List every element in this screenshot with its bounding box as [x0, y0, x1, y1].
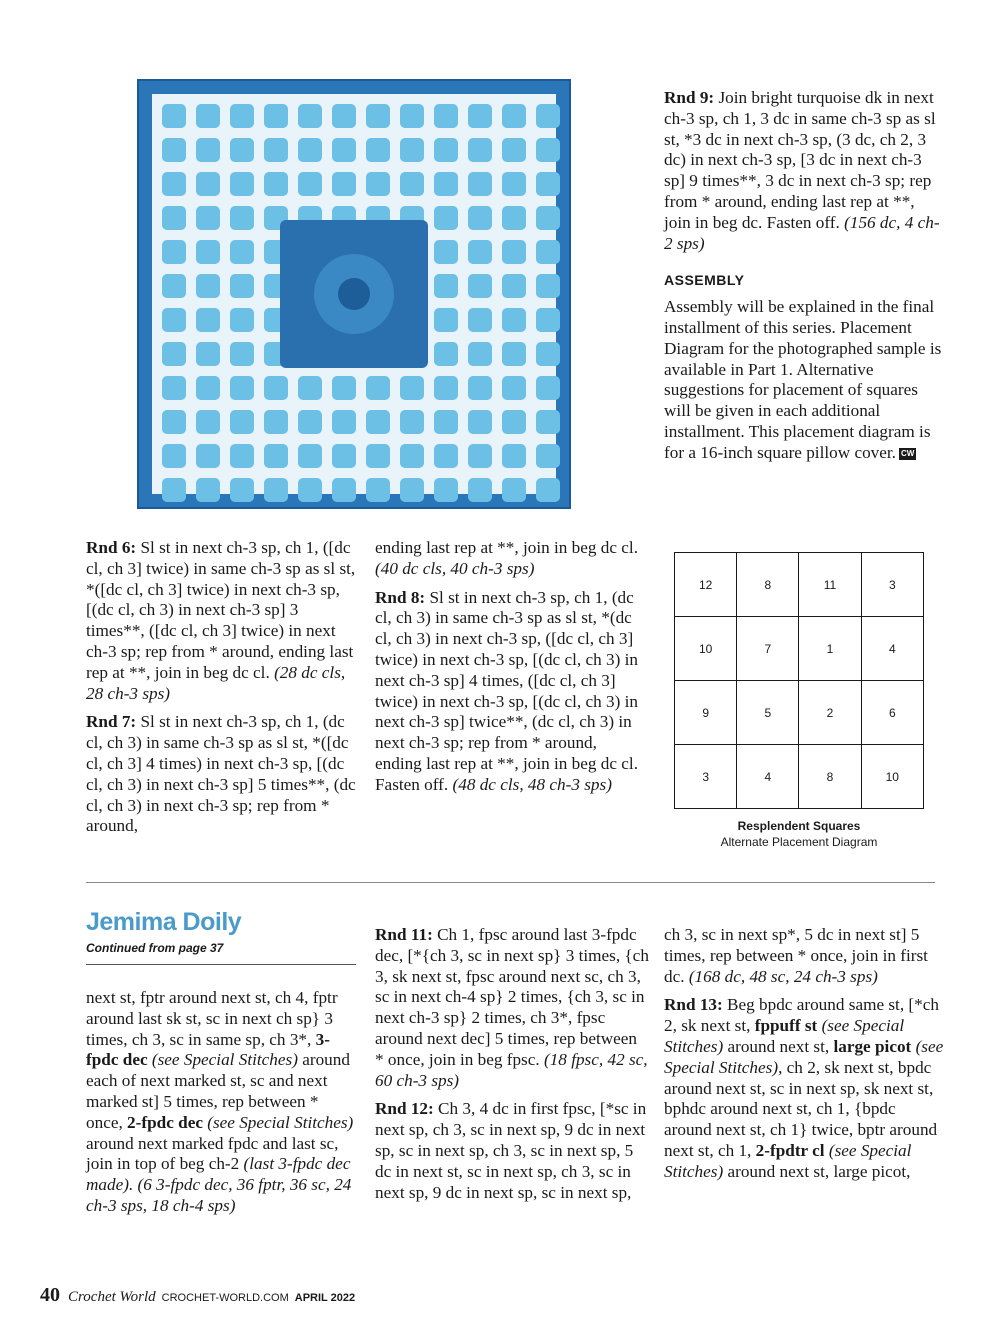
yarn-cluster — [230, 172, 254, 196]
yarn-cluster — [468, 308, 492, 332]
yarn-cluster — [162, 308, 186, 332]
yarn-cluster — [162, 240, 186, 264]
yarn-cluster — [468, 410, 492, 434]
diagram-cell: 4 — [861, 617, 923, 681]
yarn-cluster — [502, 172, 526, 196]
yarn-cluster — [468, 240, 492, 264]
yarn-cluster — [502, 478, 526, 502]
yarn-cluster — [298, 138, 322, 162]
rnd6-label: Rnd 6: — [86, 538, 137, 557]
rnd12-count: (168 dc, 48 sc, 24 ch-3 sps) — [688, 966, 878, 986]
yarn-cluster — [366, 444, 390, 468]
yarn-cluster — [434, 240, 458, 264]
yarn-cluster — [468, 342, 492, 366]
doily-continued-note: Continued from page 37 — [86, 941, 224, 955]
yarn-cluster — [366, 104, 390, 128]
yarn-cluster — [230, 376, 254, 400]
diagram-row — [675, 553, 924, 617]
yarn-cluster — [434, 478, 458, 502]
doily-header-rule — [86, 964, 356, 965]
stitch-name: 2-fpdc dec — [127, 1112, 203, 1132]
stitch-ref: (see Special Stitches) — [202, 1112, 354, 1132]
yarn-cluster — [196, 308, 220, 332]
doily-text: , ch 2, sk next st, bpdc around next st, sc in next sp, sk next st, bphdc around next st, ch 1, {bpdc around next st, ch 1} twice, bptr around next st, ch 1, — [664, 1057, 938, 1160]
stitch-ref: (see Special Stitches) — [664, 1016, 905, 1056]
yarn-cluster — [536, 410, 560, 434]
crochet-photo — [128, 70, 580, 518]
rnd12-text: Ch 3, 4 dc in first fpsc, [*sc in next sp, ch 3, sc in next sp, 9 dc in next sp, sc in next sp, ch 3, sc in next sp, 5 dc in next st, sc in next sp, ch 3, sc in next sp, 9 dc in next sp, sc in next sp, — [375, 1099, 647, 1202]
assembly-text: Assembly will be explained in the final installment of this series. Placement Diagram for the photographed sample is available in Part 1. Alternative suggestions for placement of squares will be given in each additional installment. This placement diagram is for a 16-inch square pillow cover. — [664, 297, 942, 462]
yarn-cluster — [536, 274, 560, 298]
diagram-cell: 1 — [799, 617, 861, 681]
yarn-cluster — [536, 104, 560, 128]
yarn-cluster — [502, 206, 526, 230]
yarn-cluster — [434, 104, 458, 128]
yarn-cluster — [332, 138, 356, 162]
yarn-cluster — [230, 478, 254, 502]
rnd13-paragraph — [664, 995, 944, 1182]
yarn-cluster — [400, 138, 424, 162]
yarn-cluster — [536, 444, 560, 468]
yarn-cluster — [536, 376, 560, 400]
yarn-cluster — [536, 206, 560, 230]
yarn-cluster — [502, 444, 526, 468]
rnd12-paragraph — [375, 1099, 649, 1203]
rnd8-paragraph — [375, 588, 647, 796]
yarn-cluster — [536, 308, 560, 332]
yarn-cluster — [502, 104, 526, 128]
yarn-cluster — [400, 104, 424, 128]
yarn-cluster — [298, 172, 322, 196]
rnd9-label: Rnd 9: — [664, 88, 715, 107]
assembly-heading: ASSEMBLY — [664, 272, 745, 289]
rnd8-label: Rnd 8: — [375, 587, 426, 607]
yarn-cluster — [366, 172, 390, 196]
yarn-cluster — [162, 274, 186, 298]
rnd12-label: Rnd 12: — [375, 1099, 434, 1119]
page-footer — [40, 1284, 355, 1307]
yarn-cluster — [468, 206, 492, 230]
rnd9-paragraph — [664, 88, 944, 254]
diagram-cell: 9 — [675, 681, 737, 745]
yarn-cluster — [230, 444, 254, 468]
yarn-cluster — [434, 206, 458, 230]
page-number: 40 — [40, 1284, 60, 1306]
yarn-cluster — [230, 104, 254, 128]
diagram-row — [675, 617, 924, 681]
yarn-cluster — [264, 444, 288, 468]
yarn-cluster — [264, 104, 288, 128]
yarn-cluster — [264, 138, 288, 162]
yarn-cluster — [366, 138, 390, 162]
yarn-cluster — [434, 410, 458, 434]
yarn-cluster — [230, 342, 254, 366]
yarn-cluster — [162, 376, 186, 400]
yarn-cluster — [332, 478, 356, 502]
rnd6-count: (28 dc cls, 28 ch-3 sps) — [86, 662, 346, 703]
yarn-cluster — [400, 410, 424, 434]
yarn-cluster — [434, 376, 458, 400]
rnd7-text: Sl st in next ch-3 sp, ch 1, (dc cl, ch 3) in same ch-3 sp as sl st, *([dc cl, ch 3] 4 times) in next ch-3 sp, [(dc cl, ch 3) in next ch-3 sp] 5 times**, (dc cl, ch 3) in next ch-3 sp; rep from * around, — [86, 712, 356, 836]
col1-patterns — [86, 538, 356, 845]
yarn-cluster — [332, 410, 356, 434]
yarn-cluster — [502, 240, 526, 264]
yarn-cluster — [162, 138, 186, 162]
yarn-cluster — [298, 444, 322, 468]
doily-text: around each of next marked st, sc and next marked st] 5 times, rep between * once, — [86, 1050, 350, 1132]
yarn-cluster — [162, 172, 186, 196]
yarn-cluster — [468, 444, 492, 468]
yarn-cluster — [502, 138, 526, 162]
doily-count: (last 3-fpdc dec made). (6 3-fpdc dec, 36 fptr, 36 sc, 24 ch-3 sps, 18 ch-4 sps) — [86, 1154, 352, 1215]
yarn-cluster — [196, 274, 220, 298]
rnd6-text: Sl st in next ch-3 sp, ch 1, ([dc cl, ch 3] twice) in same ch-3 sp as sl st, *([dc cl, ch 3] twice) in next ch-3 sp, [(dc cl, ch 3) in next ch-3 sp] 3 times**, ([dc cl, ch 3] twice) in next ch-3 sp; rep from * around, ending last rep at **, join in beg dc cl. — [86, 538, 356, 682]
rnd11-paragraph — [375, 925, 649, 1091]
yarn-cluster — [366, 410, 390, 434]
doily-text: next st, fptr around next st, ch 4, fptr around last sk st, sc in next ch sp} 3 times, ch 3, sc in same sp, ch 3*, — [86, 988, 338, 1049]
yarn-cluster — [196, 240, 220, 264]
yarn-cluster — [298, 478, 322, 502]
rnd11-count: (18 fpsc, 42 sc, 60 ch-3 sps) — [375, 1049, 648, 1090]
issue-date: APRIL 2022 — [294, 1292, 356, 1304]
stitch-ref: (see Special Stitches) — [147, 1050, 298, 1070]
doily-text: around next st, large picot, — [723, 1161, 911, 1181]
diagram-caption — [674, 818, 924, 850]
placement-diagram — [674, 552, 924, 809]
assembly-paragraph — [664, 297, 944, 463]
yarn-cluster — [502, 274, 526, 298]
yarn-cluster — [264, 376, 288, 400]
diagram-cell: 2 — [799, 681, 861, 745]
rnd7-cont-text: ending last rep at **, join in beg dc cl. — [375, 538, 638, 557]
doily-col1 — [86, 988, 358, 1225]
doily-rnd10-cont — [86, 988, 358, 1217]
yarn-cluster — [332, 104, 356, 128]
yarn-cluster — [298, 410, 322, 434]
yarn-cluster — [536, 478, 560, 502]
yarn-cluster — [230, 240, 254, 264]
yarn-cluster — [468, 478, 492, 502]
diagram-cell: 4 — [737, 745, 799, 809]
yarn-cluster — [434, 444, 458, 468]
yarn-cluster — [502, 308, 526, 332]
diagram-cell: 6 — [861, 681, 923, 745]
rnd6-paragraph — [86, 538, 356, 704]
rnd7-continued — [375, 538, 647, 580]
diagram-cell: 12 — [675, 553, 737, 617]
yarn-cluster — [468, 274, 492, 298]
diagram-row — [675, 681, 924, 745]
diagram-cell: 5 — [737, 681, 799, 745]
yarn-cluster — [162, 478, 186, 502]
yarn-cluster — [536, 172, 560, 196]
yarn-cluster — [298, 376, 322, 400]
doily-text: around next st, — [723, 1036, 834, 1056]
stitch-name: large picot — [833, 1036, 912, 1056]
stitch-name: 3-fpdc dec — [86, 1029, 330, 1070]
yarn-cluster — [162, 104, 186, 128]
diagram-cell: 3 — [675, 745, 737, 809]
yarn-cluster — [264, 410, 288, 434]
yarn-cluster — [468, 376, 492, 400]
yarn-cluster — [400, 376, 424, 400]
yarn-cluster — [264, 478, 288, 502]
yarn-cluster — [400, 444, 424, 468]
yarn-cluster — [468, 138, 492, 162]
stitch-name: 2-fpdtr cl — [755, 1140, 825, 1160]
website: CROCHET-WORLD.COM — [161, 1292, 289, 1304]
yarn-cluster — [196, 138, 220, 162]
yarn-cluster — [502, 376, 526, 400]
yarn-cluster — [162, 410, 186, 434]
diagram-cell: 8 — [799, 745, 861, 809]
section-divider — [86, 882, 935, 883]
yarn-cluster — [230, 274, 254, 298]
stitch-name: fppuff st — [754, 1016, 818, 1036]
yarn-cluster — [502, 410, 526, 434]
yarn-cluster — [332, 172, 356, 196]
rnd8-text: Sl st in next ch-3 sp, ch 1, (dc cl, ch 3) in same ch-3 sp as sl st, *(dc cl, ch 3) in next ch-3 sp, ([dc cl, ch 3] twice) in next ch-3 sp, [(dc cl, ch 3) in next ch-3 sp] 4 times, ([dc cl, ch 3] twice) in next ch-3 sp, [(dc cl, ch 3) in next ch-3 sp] twice**, (dc cl, ch 3) in next ch-3 sp; rep from * around, ending last rep at **, join in beg dc cl. Fasten off. — [375, 587, 638, 794]
diagram-cell: 10 — [675, 617, 737, 681]
stitch-ref: (see Special Stitches) — [664, 1036, 944, 1077]
rnd12-continued — [664, 925, 944, 987]
diagram-cell: 7 — [737, 617, 799, 681]
yarn-cluster — [230, 138, 254, 162]
doily-col3 — [664, 925, 944, 1191]
yarn-cluster — [162, 444, 186, 468]
stitch-ref: (see Special Stitches) — [664, 1140, 912, 1181]
rnd13-label: Rnd 13: — [664, 995, 723, 1015]
diagram-caption-title: Resplendent Squares — [737, 819, 861, 833]
diagram-cell: 11 — [799, 553, 861, 617]
yarn-cluster — [400, 478, 424, 502]
rnd9-count: (156 dc, 4 ch-2 sps) — [664, 212, 940, 253]
rnd9-block — [664, 88, 944, 472]
yarn-cluster — [162, 206, 186, 230]
diagram-caption-sub: Alternate Placement Diagram — [720, 835, 878, 849]
diagram-cell: 3 — [861, 553, 923, 617]
yarn-cluster — [196, 478, 220, 502]
yarn-cluster — [230, 308, 254, 332]
rnd11-text: Ch 1, fpsc around last 3-fpdc dec, [*{ch 3, sc in next sp} 3 times, {ch 3, sk next st, fpsc around next sc, ch 3, sc in next ch-4 sp} 2 times, {ch 3, sc in next ch-3 sp} 2 times, ch 3*, fpsc around next dec] 5 times, rep between * once, join in beg fpsc. — [375, 925, 649, 1069]
rnd12-cont-text: ch 3, sc in next sp*, 5 dc in next st] 5 times, rep between * once, join in first dc. — [664, 925, 928, 986]
rnd11-label: Rnd 11: — [375, 925, 433, 944]
yarn-cluster — [230, 410, 254, 434]
yarn-cluster — [536, 240, 560, 264]
doily-col2 — [375, 925, 649, 1211]
yarn-cluster — [536, 342, 560, 366]
doily-header — [86, 908, 356, 955]
yarn-cluster — [264, 172, 288, 196]
rnd8-count: (48 dc cls, 48 ch-3 sps) — [452, 774, 612, 794]
yarn-cluster — [332, 376, 356, 400]
yarn-cluster — [366, 376, 390, 400]
yarn-cluster — [332, 444, 356, 468]
cw-end-mark: CW — [900, 448, 915, 458]
yarn-cluster — [434, 274, 458, 298]
yarn-cluster — [468, 104, 492, 128]
diagram-cell: 8 — [737, 553, 799, 617]
yarn-cluster — [434, 342, 458, 366]
rnd7-paragraph — [86, 712, 356, 837]
yarn-cluster — [196, 444, 220, 468]
yarn-cluster — [196, 172, 220, 196]
yarn-cluster — [434, 138, 458, 162]
doily-title: Jemima Doily — [86, 908, 242, 936]
magazine-name: Crochet World — [68, 1289, 156, 1305]
yarn-cluster — [162, 342, 186, 366]
rnd7-count: (40 dc cls, 40 ch-3 sps) — [375, 558, 535, 578]
yarn-cluster — [196, 342, 220, 366]
yarn-cluster — [434, 172, 458, 196]
yarn-cluster — [366, 478, 390, 502]
doily-text: around next marked fpdc and last sc, join in top of beg ch-2 — [86, 1133, 339, 1174]
doily-text: Beg bpdc around same st, [*ch 2, sk next st, — [664, 995, 939, 1036]
yarn-cluster — [196, 104, 220, 128]
yarn-cluster — [196, 376, 220, 400]
yarn-cluster — [536, 138, 560, 162]
diagram-row — [675, 745, 924, 809]
diagram-cell: 10 — [861, 745, 923, 809]
granny-square-illustration — [128, 70, 580, 518]
rnd7-label: Rnd 7: — [86, 712, 137, 732]
yarn-cluster — [196, 206, 220, 230]
yarn-cluster — [196, 410, 220, 434]
yarn-cluster — [502, 342, 526, 366]
yarn-cluster — [400, 172, 424, 196]
col2-patterns — [375, 538, 647, 804]
yarn-cluster — [230, 206, 254, 230]
yarn-cluster — [468, 172, 492, 196]
yarn-cluster — [298, 104, 322, 128]
yarn-cluster — [434, 308, 458, 332]
rnd9-text: Join bright turquoise dk in next ch-3 sp, ch 1, 3 dc in same ch-3 sp as sl st, *3 dc in next ch-3 sp, (3 dc, ch 2, 3 dc) in next ch-3 sp, [3 dc in next ch-3 sp] 9 times**, 3 dc in next ch-3 sp; rep from * around, ending last rep at **, join in beg dc. Fasten off. — [664, 88, 936, 232]
